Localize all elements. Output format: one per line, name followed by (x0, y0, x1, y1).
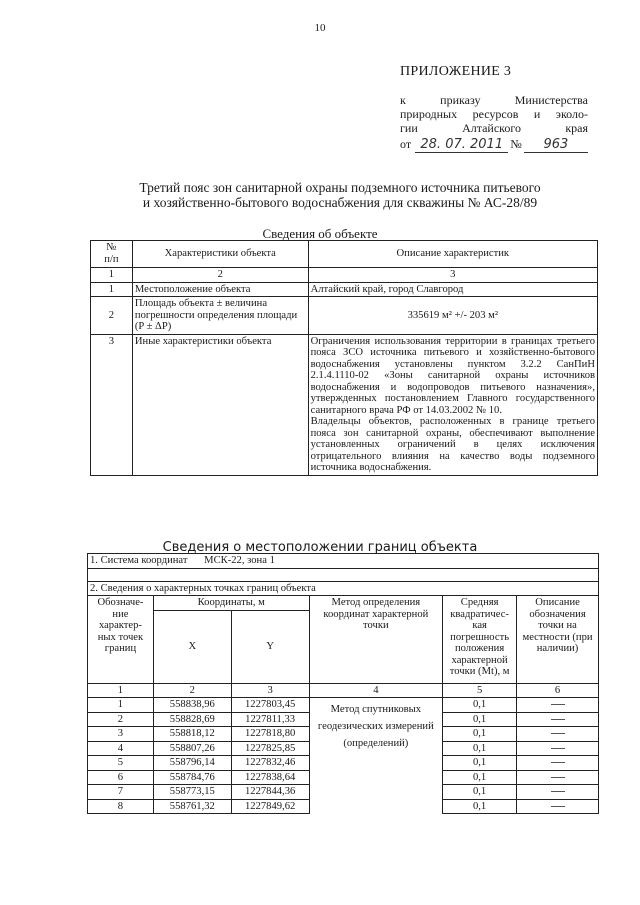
dash-mark (551, 762, 565, 763)
header-num-bottom: п/п (104, 253, 119, 265)
table-row (88, 698, 599, 713)
point-error: 0,1 (443, 770, 517, 785)
header-description: Описание характеристик (308, 241, 597, 268)
header-method: Метод определения координат характерной точки (309, 596, 443, 684)
point-number: 8 (88, 799, 154, 814)
row-description: 335619 м² +/- 203 м² (308, 297, 597, 335)
coordinate-system-row (88, 554, 599, 569)
point-y: 1227838,64 (231, 770, 309, 785)
row-characteristic: Иные характеристики объекта (132, 334, 308, 475)
empty-cell (88, 568, 599, 581)
row-num: 1 (91, 282, 133, 297)
dash-mark (551, 704, 565, 705)
index-cell: 1 (88, 683, 154, 698)
order-reference (400, 93, 588, 153)
point-y: 1227832,46 (231, 756, 309, 771)
order-k: к (400, 93, 406, 107)
dash-mark (551, 791, 565, 792)
header-num (91, 241, 133, 268)
header-characteristics: Характеристики объекта (132, 241, 308, 268)
order-line-1 (400, 93, 588, 107)
header-error: Средняя квадратичес-кая погрешность положения характерной точки (Mt), м (443, 596, 517, 684)
point-error: 0,1 (443, 756, 517, 771)
table-row (91, 334, 598, 475)
point-description-cell (517, 727, 599, 742)
table-row (91, 297, 598, 335)
document-title-line-1: Третий пояс зон санитарной охраны подземного источника питьевого (139, 180, 541, 195)
document-title (100, 180, 580, 210)
header-x: X (153, 610, 231, 683)
number-prefix: № (510, 137, 522, 151)
point-error: 0,1 (443, 785, 517, 800)
header-y: Y (231, 610, 309, 683)
coords-index-row (88, 683, 599, 698)
point-y: 1227811,33 (231, 712, 309, 727)
location-section-heading: Сведения о местоположении границ объекта (162, 540, 478, 555)
order-line-2: природных ресурсов и эколо- (400, 107, 588, 121)
boundary-points-table (87, 553, 599, 814)
point-method: Метод спутниковых геодезических измерений (определений) (309, 698, 443, 814)
row-num: 2 (91, 297, 133, 335)
point-error: 0,1 (443, 698, 517, 713)
appendix-title: ПРИЛОЖЕНИЕ 3 (400, 64, 512, 79)
document-title-line-2: и хозяйственно-бытового водоснабжения для скважины № АС-28/89 (142, 195, 538, 210)
point-error: 0,1 (443, 712, 517, 727)
header-num-top: № (106, 242, 117, 253)
points-label: 2. Сведения о характерных точках границ объекта (88, 581, 599, 596)
dash-mark (551, 806, 565, 807)
index-cell: 4 (309, 683, 443, 698)
points-label-row (88, 581, 599, 596)
point-x: 558761,32 (153, 799, 231, 814)
point-error: 0,1 (443, 799, 517, 814)
point-number: 5 (88, 756, 154, 771)
point-number: 2 (88, 712, 154, 727)
order-ministry: Министерства (514, 93, 588, 107)
point-x: 558784,76 (153, 770, 231, 785)
dash-mark (551, 748, 565, 749)
header-designation: Обозначе-ние характер-ных точек границ (88, 596, 154, 684)
order-number: 963 (524, 138, 588, 153)
point-y: 1227825,85 (231, 741, 309, 756)
point-description-cell (517, 785, 599, 800)
point-description-cell (517, 756, 599, 771)
coordinate-system (88, 554, 599, 569)
point-y: 1227844,36 (231, 785, 309, 800)
row-description-paragraph-1: Ограничения использования территории в границах третьего пояса ЗСО источника питьевого и хозяйственно-бытового водоснабжения установлены пунктом 3.2.2 СанПиН 2.1.4.1110-02 «Зоны санитарной охраны источников водоснабжения и водопроводов питьевого назначения», утвержденных постановлением Главного государственного санитарного врача РФ от 14.03.2002 № 10. (310, 335, 595, 416)
row-description (308, 334, 597, 475)
point-number: 4 (88, 741, 154, 756)
date-prefix: от (400, 137, 412, 151)
row-characteristic: Местоположение объекта (132, 282, 308, 297)
empty-row (88, 568, 599, 581)
index-cell: 5 (443, 683, 517, 698)
point-error: 0,1 (443, 727, 517, 742)
dash-mark (551, 719, 565, 720)
point-number: 7 (88, 785, 154, 800)
index-cell: 6 (517, 683, 599, 698)
object-table (90, 240, 598, 476)
point-number: 1 (88, 698, 154, 713)
point-y: 1227818,80 (231, 727, 309, 742)
index-cell: 1 (91, 268, 133, 283)
point-description-cell (517, 698, 599, 713)
row-characteristic: Площадь объекта ± величина погрешности определения площади (P ± ΔP) (132, 297, 308, 335)
table-row (91, 282, 598, 297)
page-number: 10 (314, 22, 326, 34)
point-y: 1227803,45 (231, 698, 309, 713)
point-x: 558773,15 (153, 785, 231, 800)
order-line-3: гии Алтайского края (400, 121, 588, 135)
coordinate-system-label: 1. Система координат (90, 555, 188, 566)
point-x: 558838,96 (153, 698, 231, 713)
coords-header-row-1 (88, 596, 599, 611)
header-coordinates: Координаты, м (153, 596, 309, 611)
point-error: 0,1 (443, 741, 517, 756)
coordinate-system-value: МСК-22, зона 1 (204, 555, 275, 566)
point-x: 558796,14 (153, 756, 231, 771)
object-table-index-row (91, 268, 598, 283)
point-description-cell (517, 741, 599, 756)
point-description-cell (517, 712, 599, 727)
row-num: 3 (91, 334, 133, 475)
point-number: 6 (88, 770, 154, 785)
point-x: 558807,26 (153, 741, 231, 756)
order-date: 28. 07. 2011 (415, 138, 508, 153)
index-cell: 2 (132, 268, 308, 283)
header-point-description: Описание обозначения точки на местности (при наличии) (517, 596, 599, 684)
point-description-cell (517, 770, 599, 785)
order-date-row (400, 137, 588, 153)
row-description: Алтайский край, город Славгород (308, 282, 597, 297)
object-table-header (91, 241, 598, 268)
point-x: 558828,69 (153, 712, 231, 727)
point-x: 558818,12 (153, 727, 231, 742)
points-body (88, 698, 599, 814)
point-description-cell (517, 799, 599, 814)
index-cell: 2 (153, 683, 231, 698)
object-section-heading: Сведения об объекте (262, 226, 378, 241)
point-y: 1227849,62 (231, 799, 309, 814)
row-description-paragraph-2: Владельцы объектов, расположенных в границе третьего пояса зон санитарной охраны, обеспечивают выполнение установленных ограничений в целях исключения отрицательного влияния на качество воды подземного источника водоснабжения. (310, 416, 595, 473)
dash-mark (551, 733, 565, 734)
index-cell: 3 (308, 268, 597, 283)
dash-mark (551, 777, 565, 778)
order-word: приказу (440, 93, 481, 107)
point-number: 3 (88, 727, 154, 742)
index-cell: 3 (231, 683, 309, 698)
